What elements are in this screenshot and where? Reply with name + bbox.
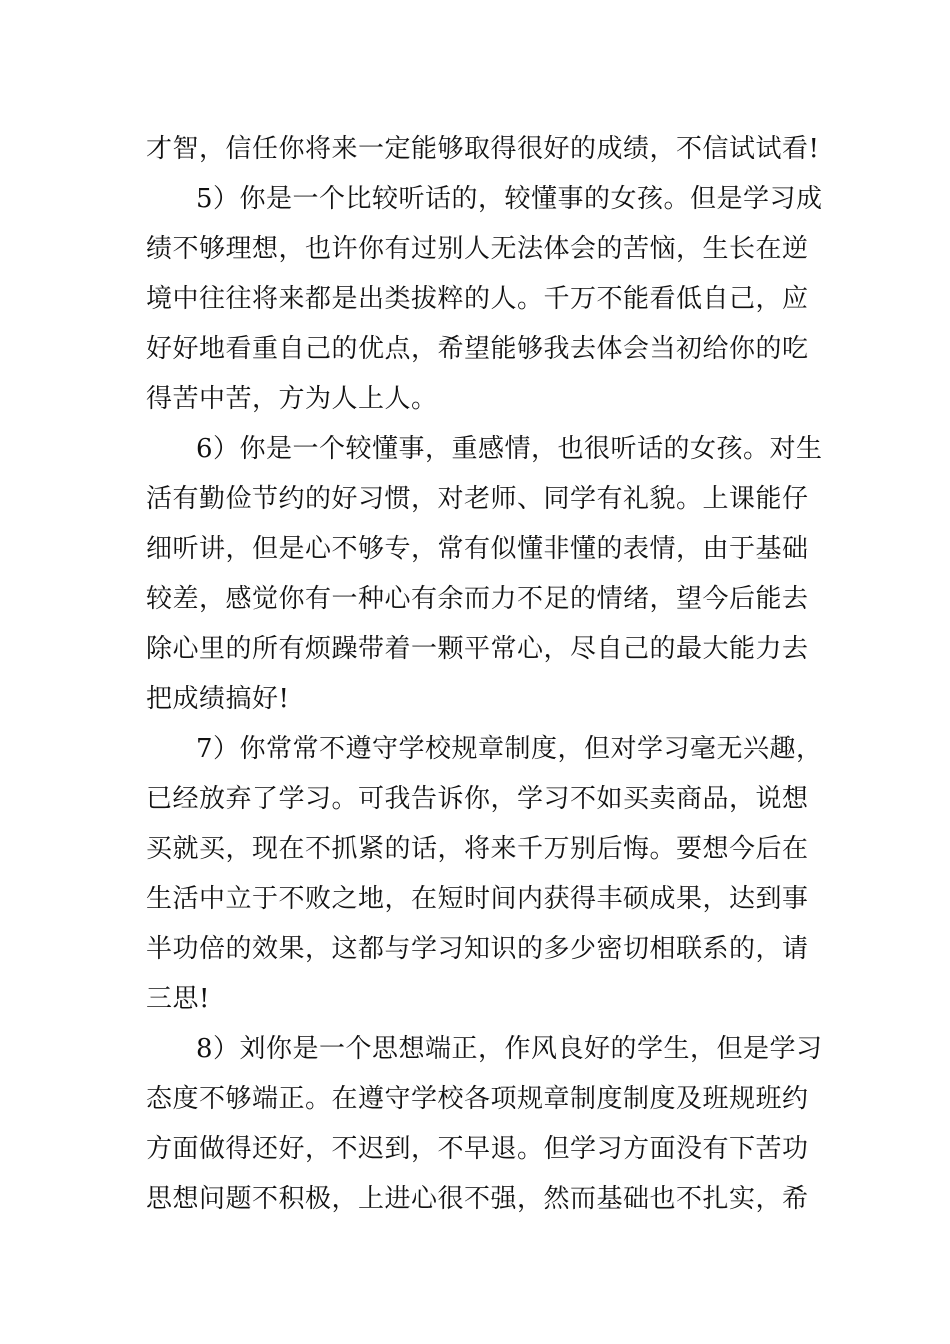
paragraph-first-line: 8）刘你是一个思想端正，作风良好的学生，但是学习 bbox=[196, 1034, 823, 1064]
text-line: 绩不够理想，也许你有过别人无法体会的苦恼，生长在逆 bbox=[146, 234, 809, 264]
text-line: 思想问题不积极，上进心很不强，然而基础也不扎实，希 bbox=[146, 1184, 809, 1214]
text-line: 生活中立于不败之地，在短时间内获得丰硕成果，达到事 bbox=[146, 884, 809, 914]
text-line: 买就买，现在不抓紧的话，将来千万别后悔。要想今后在 bbox=[146, 834, 809, 864]
paragraph-first-line: 6）你是一个较懂事，重感情，也很听话的女孩。对生 bbox=[196, 434, 823, 464]
text-line: 才智，信任你将来一定能够取得很好的成绩，不信试试看! bbox=[146, 134, 820, 164]
text-line: 活有勤俭节约的好习惯，对老师、同学有礼貌。上课能仔 bbox=[146, 484, 809, 514]
paragraph-first-line: 5）你是一个比较听话的，较懂事的女孩。但是学习成 bbox=[196, 184, 823, 214]
paragraph-first-line: 7）你常常不遵守学校规章制度，但对学习毫无兴趣， bbox=[196, 734, 823, 764]
document-body bbox=[146, 124, 823, 1224]
text-line: 态度不够端正。在遵守学校各项规章制度制度及班规班约 bbox=[146, 1084, 809, 1114]
text-line: 已经放弃了学习。可我告诉你，学习不如买卖商品，说想 bbox=[146, 784, 809, 814]
text-line: 得苦中苦，方为人上人。 bbox=[146, 384, 438, 414]
text-line: 除心里的所有烦躁带着一颗平常心，尽自己的最大能力去 bbox=[146, 634, 809, 664]
text-line: 三思! bbox=[146, 984, 210, 1014]
text-line: 细听讲，但是心不够专，常有似懂非懂的表情，由于基础 bbox=[146, 534, 809, 564]
text-line: 把成绩搞好! bbox=[146, 684, 290, 714]
text-line: 好好地看重自己的优点，希望能够我去体会当初给你的吃 bbox=[146, 334, 809, 364]
text-line: 方面做得还好，不迟到，不早退。但学习方面没有下苦功 bbox=[146, 1134, 809, 1164]
text-line: 较差，感觉你有一种心有余而力不足的情绪，望今后能去 bbox=[146, 584, 809, 614]
text-line: 半功倍的效果，这都与学习知识的多少密切相联系的，请 bbox=[146, 934, 809, 964]
text-line: 境中往往将来都是出类拔粹的人。千万不能看低自己，应 bbox=[146, 284, 809, 314]
